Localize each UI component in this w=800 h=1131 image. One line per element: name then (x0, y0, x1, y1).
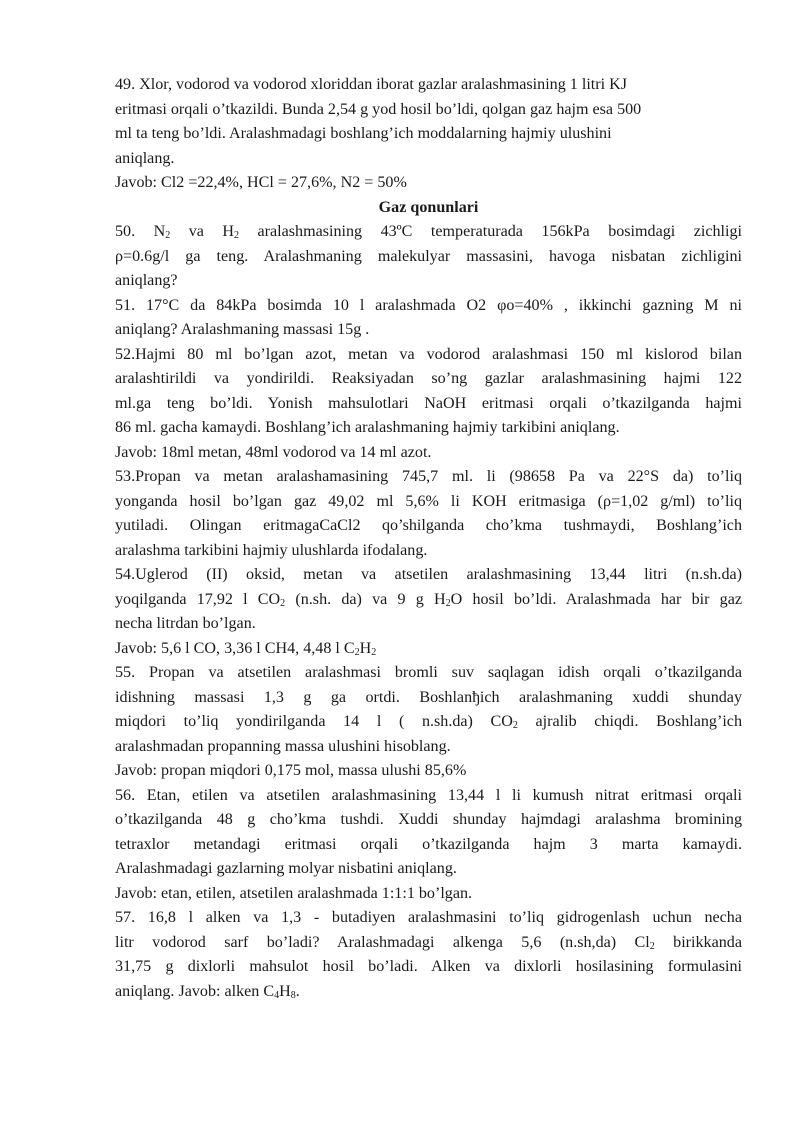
text-line (115, 784, 742, 809)
text-line (115, 465, 742, 490)
text-line (115, 686, 742, 711)
text-line (115, 98, 742, 123)
text-line (115, 416, 742, 441)
text-segment: ajralib chiqdi. Boshlang’ich (517, 713, 742, 730)
text-segment: 53.Propan va metan aralashamasining 745,7 ml. li (98658 Pa va 22°S da) to’liq (115, 468, 742, 485)
text-segment: aniqlang? Aralashmaning massasi 15g . (115, 321, 370, 338)
text-segment: yoqilganda 17,92 l CO (115, 590, 281, 608)
text-segment: H (279, 982, 291, 1000)
text-segment: . (295, 982, 300, 1000)
text-segment: yonganda hosil bo’lgan gaz 49,02 ml 5,6% li KOH eritmasiga (ρ=1,02 g/ml) to’liq (115, 492, 742, 510)
text-line (115, 735, 742, 760)
text-line (115, 906, 742, 931)
text-segment: 86 ml. gacha kamaydi. Boshlang’ich aralashmaning hajmiy tarkibini aniqlang. (115, 419, 620, 436)
text-line (115, 122, 742, 147)
text-line (115, 367, 742, 392)
text-line (115, 833, 742, 858)
text-segment: eritmasi orqali o’tkazildi. Bunda 2,54 g yod hosil bo’ldi, qolgan gaz hajm esa 500 (115, 100, 642, 118)
text-segment: Gaz qonunlari (378, 198, 479, 216)
text-segment: O hosil bo’ldi. Aralashmada har bir gaz (450, 590, 743, 608)
text-segment: Javob: Cl2 =22,4%, HCl = 27,6%, N2 = 50% (115, 174, 407, 191)
text-line (115, 269, 742, 294)
text-segment: tetraxlor metandagi eritmasi orqali o’tkazilganda hajm 3 marta kamaydi. (115, 835, 742, 853)
text-line (115, 931, 742, 956)
text-segment: Javob: 5,6 l CO, 3,36 l CH4, 4,48 l C (115, 639, 355, 657)
text-segment: aniqlang. (115, 149, 175, 167)
subscript: 8 (290, 989, 296, 1001)
text-segment: ρ=0.6g/l ga teng. Aralashmaning malekulyar massasini, havoga nisbatan zichligini (115, 247, 742, 265)
text-segment: Javob: 18ml metan, 48ml vodorod va 14 ml azot. (115, 443, 432, 461)
text-line (115, 710, 742, 735)
text-line (115, 808, 742, 833)
text-segment: ml.ga teng bo’ldi. Yonish mahsulotlari NaOH eritmasi orqali o’tkazilganda hajmi (115, 394, 742, 412)
text-line (115, 171, 742, 196)
text-line (115, 343, 742, 368)
text-segment: aralashma tarkibini hajmiy ulushlarda ifodalang. (115, 541, 428, 559)
text-segment: Aralashmadagi gazlarning molyar nisbatini aniqlang. (115, 860, 457, 877)
text-segment: 54.Uglerod (II) oksid, metan va atsetilen aralashmasining 13,44 litri (n.sh.da) (115, 566, 742, 583)
text-segment: H (359, 639, 372, 657)
text-line (115, 539, 742, 564)
section-heading (115, 196, 742, 221)
text-line (115, 73, 742, 98)
subscript: 2 (445, 597, 451, 609)
text-line (115, 318, 742, 343)
text-line (115, 147, 742, 172)
text-segment: aralashmasining 43ºC temperaturada 156kPa bosimdagi zichligi (239, 223, 742, 240)
text-line (115, 759, 742, 784)
text-segment: Javob: propan miqdori 0,175 mol, massa ulushi 85,6% (115, 762, 467, 779)
text-line (115, 490, 742, 515)
text-line (115, 563, 742, 588)
subscript: 2 (649, 940, 655, 952)
text-line (115, 612, 742, 637)
text-line (115, 392, 742, 417)
subscript: 2 (354, 646, 360, 658)
subscript: 2 (234, 230, 240, 241)
text-segment: ml ta teng bo’ldi. Aralashmadagi boshlang’ich moddalarning hajmiy ulushini (115, 125, 612, 142)
subscript: 2 (280, 597, 286, 609)
text-line (115, 857, 742, 882)
text-segment: aniqlang? (115, 272, 178, 289)
text-segment: 49. Xlor, vodorod va vodorod xloriddan iborat gazlar aralashmasining 1 litri KJ (115, 76, 628, 93)
text-segment: 57. 16,8 l alken va 1,3 - butadiyen aralashmasini to’liq gidrogenlash uchun necha (115, 909, 742, 926)
text-segment: birikkanda (654, 933, 742, 951)
text-line (115, 882, 742, 907)
document-page (115, 73, 742, 1004)
text-line (115, 588, 742, 613)
text-segment: aralashtirildi va yondirildi. Reaksiyadan so’ng gazlar aralashmasining hajmi 122 (115, 370, 742, 387)
text-line (115, 955, 742, 980)
text-segment: yutiladi. Olingan eritmagaCaCl2 qo’shilganda cho’kma tushmaydi, Boshlang’ich (115, 517, 742, 534)
text-segment: aralashmadan propanning massa ulushini hisoblang. (115, 737, 451, 755)
subscript: 2 (371, 646, 377, 658)
text-line (115, 661, 742, 686)
text-segment: o’tkazilganda 48 g cho’kma tushdi. Xuddi shunday hajmdagi aralashma bromining (115, 811, 742, 828)
text-line (115, 637, 742, 662)
text-line (115, 245, 742, 270)
subscript: 4 (274, 989, 280, 1001)
text-segment: 51. 17°C da 84kPa bosimda 10 l aralashmada O2 φo=40% , ikkinchi gazning M ni (115, 296, 742, 314)
text-segment: litr vodorod sarf bo’ladi? Aralashmadagi alkenga 5,6 (n.sh,da) Cl (115, 933, 650, 951)
subscript: 2 (165, 230, 171, 241)
text-segment: 31,75 g dixlorli mahsulot hosil bo’ladi. Alken va dixlorli hosilasining formulasini (115, 958, 742, 975)
subscript: 2 (512, 720, 518, 731)
text-line (115, 220, 742, 245)
text-segment: 55. Propan va atsetilen aralashmasi bromli suv saqlagan idish orqali o’tkazilganda (115, 664, 742, 681)
text-segment: aniqlang. Javob: alken C (115, 982, 275, 1000)
text-line (115, 514, 742, 539)
text-segment: necha litrdan bo’lgan. (115, 615, 256, 632)
text-segment: (n.sh. da) va 9 g H (285, 590, 446, 608)
text-segment: 50. N (115, 223, 166, 240)
text-segment: Javob: etan, etilen, atsetilen aralashmada 1:1:1 bo’lgan. (115, 884, 473, 902)
text-segment: 56. Etan, etilen va atsetilen aralashmasining 13,44 l li kumush nitrat eritmasi orqali (115, 786, 742, 804)
text-segment: idishning massasi 1,3 g ga ortdi. Boshlanђich aralashmaning xuddi shunday (115, 688, 742, 706)
text-line (115, 441, 742, 466)
text-line (115, 980, 742, 1005)
text-segment: 52.Hajmi 80 ml bo’lgan azot, metan va vodorod aralashmasi 150 ml kislorod bilan (115, 345, 742, 363)
text-segment: miqdori to’liq yondirilganda 14 l ( n.sh.da) CO (115, 713, 513, 730)
text-segment: va H (170, 223, 235, 240)
text-line (115, 294, 742, 319)
